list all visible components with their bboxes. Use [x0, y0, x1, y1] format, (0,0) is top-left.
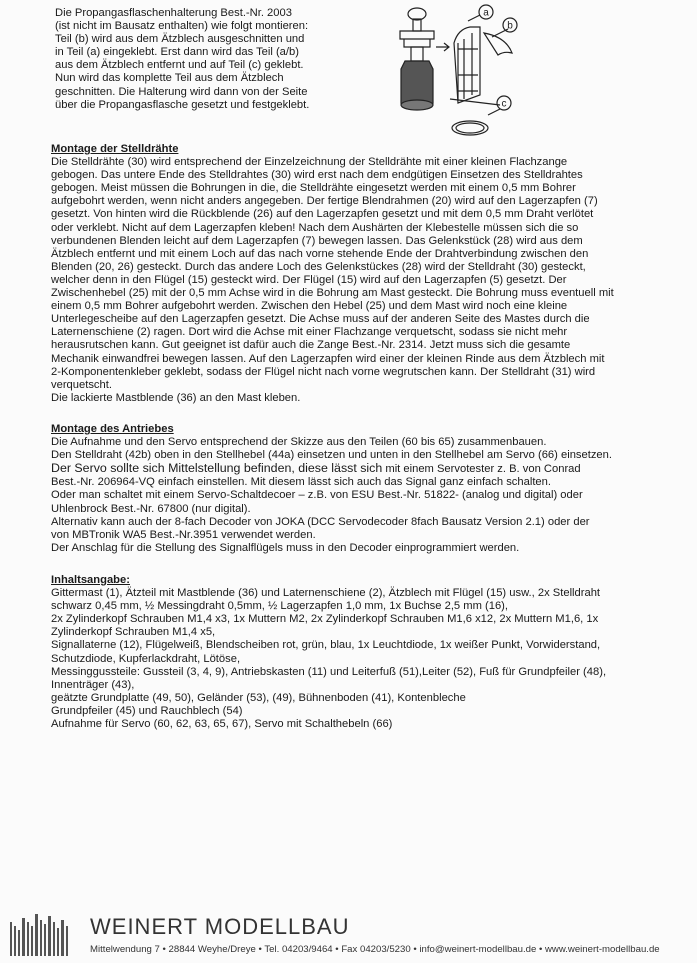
- text-line: welcher denn in den Flügel (15) gesteckt wird. Der Flügel (15) wird auf den Lagerzapfen (5) gesetzt. Der: [51, 273, 567, 286]
- text-line: Die lackierte Mastblende (36) an den Mast kleben.: [51, 391, 301, 404]
- section-heading: Montage der Stelldrähte: [51, 143, 179, 155]
- text-line: Alternativ kann auch der 8-fach Decoder von JOKA (DCC Servodecoder 8fach Bausatz Version 2.1) oder der: [51, 515, 590, 528]
- intro-line: Teil (b) wird aus dem Ätzblech ausgeschnitten und: [55, 33, 305, 46]
- intro-line: in Teil (a) eingeklebt. Erst dann wird das Teil (a/b): [55, 46, 299, 59]
- text-line: Zylinderkopf Schrauben M1,4 x5,: [51, 626, 216, 639]
- section-heading: Montage des Antriebes: [51, 423, 174, 435]
- text-line: Innenträger (43),: [51, 678, 135, 691]
- text-line: verbundenen Blenden leicht auf dem Lagerzapfen (7) bewegen lassen. Das Gelenkstück (28) wird aus dem: [51, 234, 583, 247]
- weinert-logo: [10, 912, 72, 956]
- text-line: Aufnahme für Servo (60, 62, 63, 65, 67), Servo mit Schalthebeln (66): [51, 718, 393, 731]
- text-line: Messinggussteile: Gussteil (3, 4, 9), Antriebskasten (11) und Leiterfuß (51),Leiter (52), Fuß für Grundpfeiler (48),: [51, 665, 607, 678]
- servo-note-emphasis: Der Servo sollte sich Mittelstellung befinden, diese lässt sich: [51, 461, 383, 476]
- text-line: Zwischenhebel (25) mit der 0,5 mm Achse wird in die Bohrung am Mast gesteckt. Die Bohrung muss eventuell mit: [51, 287, 614, 300]
- text-line: Laternenschiene (2) ragen. Dort wird die Achse mit einer Flachzange verquetscht, sodass sie nicht mehr: [51, 326, 568, 339]
- intro-line: aus dem Ätzblech entfernt und auf Teil (c) geklebt.: [55, 59, 304, 72]
- text-line: Signallaterne (12), Flügelweiß, Blendscheiben rot, grün, blau, 1x Leuchtdiode, 1x weißer Punkt, Vorwiderstand,: [51, 639, 601, 652]
- bracket-assembly-figure: [392, 3, 520, 138]
- text-line: verquetscht.: [51, 378, 112, 391]
- brand-name: WEINERT MODELLBAU: [90, 914, 350, 939]
- text-line: Der Anschlag für die Stellung des Signalflügels muss in den Decoder einprogrammiert werden.: [51, 541, 520, 554]
- section-inhalt: [51, 574, 691, 731]
- intro-line: Nun wird das komplette Teil aus dem Ätzblech: [55, 72, 284, 85]
- figure-label-b: b: [507, 20, 513, 32]
- servo-note-rest: mit einem Servotester z. B. von Conrad: [382, 463, 581, 476]
- text-line: Schutzdiode, Kupferlackdraht, Lötöse,: [51, 652, 241, 665]
- figure-label-a: a: [483, 7, 489, 19]
- text-line: oder verklebt. Nicht auf dem Lagerzapfen kleben! Nach dem Aushärten der Klebestelle müssen sich die so: [51, 221, 579, 234]
- text-line: Die Stelldrähte (30) wird entsprechend der Einzelzeichnung der Stelldrähte mit einer kleinen Flachzange: [51, 156, 568, 169]
- gas-bottle-drawing: [400, 8, 434, 110]
- intro-line: Die Propangasflaschenhalterung Best.-Nr. 2003: [55, 7, 292, 19]
- bracket-part-drawing: [450, 27, 512, 105]
- text-line: Uhlenbrock Best.-Nr. 67800 (nur digital).: [51, 502, 251, 515]
- section-antrieb: [51, 423, 691, 555]
- text-line: aufgebohrt werden, wenn nicht anders angegeben. Der fertige Blendrahmen (20) wird auf den Lagerzapfen (7): [51, 195, 598, 208]
- intro-line: (ist nicht im Bausatz enthalten) wie folgt montieren:: [55, 20, 309, 33]
- text-line: von MBTronik WA5 Best.-Nr.3951 verwendet werden.: [51, 528, 316, 541]
- text-line: 2-Komponentenkleber geklebt, sodass der Flügel nicht nach vorne wegrutschen kann. Der Stelldraht (31) wird: [51, 365, 596, 378]
- text-line: [51, 462, 691, 476]
- text-line: Die Aufnahme und den Servo entsprechend der Skizze aus den Teilen (60 bis 65) zusammenbauen.: [51, 436, 547, 449]
- arrow-icon: [436, 43, 449, 51]
- text-line: gebogen. Das untere Ende des Stelldrahtes (30) wird erst nach dem endgütigen Einsetzen des Stelldrahtes: [51, 169, 583, 182]
- text-line: geätzte Grundplatte (49, 50), Geländer (53), (49), Bühnenboden (41), Kontenbleche: [51, 691, 466, 704]
- text-line: Mechanik einwandfrei bewegen lassen. Auf den Lagerzapfen wird einer der kleinen Rinde aus dem Ätzblech mit: [51, 352, 605, 365]
- text-line: Den Stelldraht (42b) oben in den Stellhebel (44a) einsetzen und unten in den Stellhebel am Servo (66) einsetzen.: [51, 449, 612, 462]
- text-line: Oder man schaltet mit einem Servo-Schaltdecoer – z.B. von ESU Best.-Nr. 51822- (analog und digital) oder: [51, 489, 583, 502]
- text-line: 2x Zylinderkopf Schrauben M1,4 x3, 1x Muttern M2, 2x Zylinderkopf Schrauben M1,6 x12, 2x Muttern M1,6, 1x: [51, 613, 599, 626]
- intro-line: über die Propangasflasche gesetzt und festgeklebt.: [55, 98, 310, 111]
- section-heading: Inhaltsangabe:: [51, 574, 130, 586]
- figure-label-c: c: [501, 98, 507, 110]
- text-line: gebogen. Meist müssen die Bohrungen in die, die Stelldrähte eingesetzt werden mit einem 0,5 mm Bohrer: [51, 182, 576, 195]
- text-line: Blenden (20, 26) gesteckt. Durch das andere Loch des Gelenkstückes (28) wird der Stelldraht (30) gesteckt,: [51, 260, 586, 273]
- text-line: schwarz 0,45 mm, ½ Messingdraht 0,5mm, ½ Lagerzapfen 1,0 mm, 1x Buchse 2,5 mm (16),: [51, 600, 509, 613]
- footer: [10, 912, 695, 960]
- section-stelldraehte: [51, 143, 691, 405]
- text-line: Ätzblech entfernt und mit einem Loch auf das nach vorne stehende Ende der Drahtverbindung zwischen den: [51, 247, 589, 260]
- text-line: Best.-Nr. 206964-VQ einfach einstellen. Mit diesem lässt sich auch das Signal ganz einfach schalten.: [51, 476, 551, 489]
- text-line: Unterlegescheibe auf den Lagerzapfen gesetzt. Die Achse muss auf der anderen Seite des Mastes durch die: [51, 313, 590, 326]
- text-line: Gittermast (1), Ätzteil mit Mastblende (36) und Laternenschiene (2), Ätzblech mit Flügel (15) usw., 2x Stelldraht: [51, 587, 601, 600]
- text-line: Grundpfeiler (45) und Rauchblech (54): [51, 704, 243, 717]
- text-line: herausrutschen kann. Gut geeignet ist dafür auch die Zange Best.-Nr. 2314. Jetzt muss sich die gesamte: [51, 339, 571, 352]
- intro-line: geschnitten. Die Halterung wird dann von der Seite: [55, 85, 308, 98]
- intro-paragraph: [55, 7, 385, 112]
- text-line: gesetzt. Von hinten wird die Rückblende (26) auf den Lagerzapfen gesetzt und mit dem 0,5 mm Draht verlötet: [51, 208, 594, 221]
- text-line: einem 0,5 mm Bohrer aufgebohrt werden. Zwischen den Hebel (25) und dem Mast wird noch eine kleine: [51, 300, 568, 313]
- company-address: Mittelwendung 7 • 28844 Weyhe/Dreye • Tel. 04203/9464 • Fax 04203/5230 • info@weinert-modellbau.de • www.weinert-modellbau.de: [90, 944, 660, 955]
